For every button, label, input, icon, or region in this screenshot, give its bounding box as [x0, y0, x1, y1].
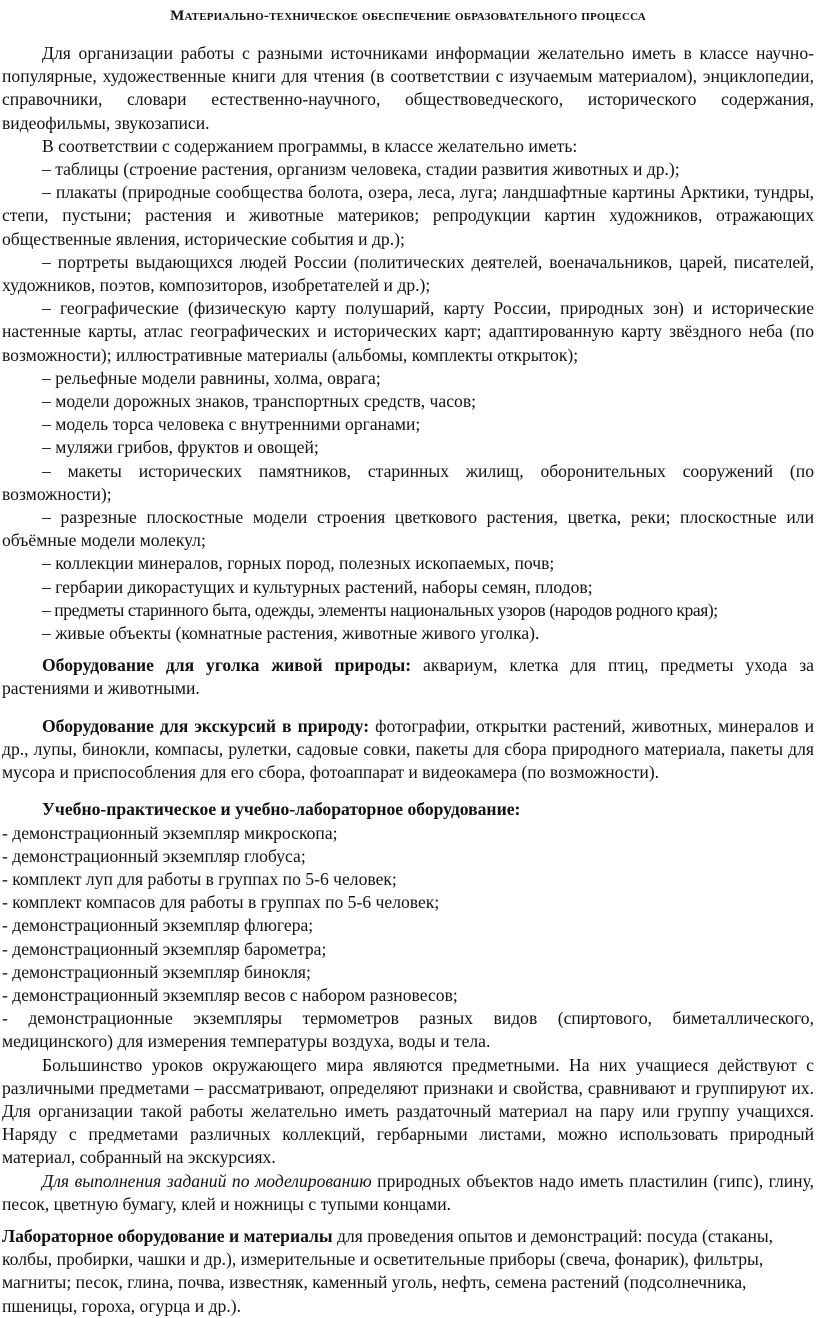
- list-item: – рельефные модели равнины, холма, оврага;: [42, 367, 381, 388]
- program-intro: В соответствии с содержанием программы, в классе желательно иметь:: [42, 135, 578, 156]
- list-item: – живые объекты (комнатные растения, животные живого уголка).: [42, 623, 540, 644]
- list-item: - демонстрационный экземпляр флюгера;: [2, 915, 314, 936]
- list-item: – плакаты (природные сообщества болота, озера, леса, луга; ландшафтные картины Арктики, тундры, степи, пустыни; растения и животные материков; репродукции картин художников, отражающих общественные явления, исторические события и др.);: [2, 182, 814, 249]
- lab-heading: Учебно-практическое и учебно-лабораторное оборудование:: [42, 799, 521, 820]
- list-item: – таблицы (строение растения, организм человека, стадии развития животных и др.);: [42, 159, 680, 180]
- list-item: – географические (физическую карту полушарий, карту России, природных зон) и исторические настенные карты, атлас географических и исторических карт; адаптированную карту звёздного неба (по возможности); иллюстративные материалы (альбомы, комплекты открыток);: [2, 298, 814, 365]
- modeling-text: природных объектов надо иметь пластилин (гипс), глину, песок, цветную бумагу, клей и ножницы с тупыми концами.: [2, 1170, 814, 1214]
- corner-equipment-label: Оборудование для уголка живой природы:: [42, 655, 412, 676]
- excursion-equipment-label: Оборудование для экскурсий в природу:: [42, 715, 370, 736]
- modeling-italic: Для выполнения заданий по моделированию: [42, 1170, 372, 1191]
- list-item: – портреты выдающихся людей России (политических деятелей, военачальников, царей, писателей, художников, поэтов, композиторов, изобретателей и др.);: [2, 251, 814, 296]
- page-title: Материально-техническое обеспечение образовательного процесса: [170, 8, 646, 24]
- list-item: - демонстрационный экземпляр барометра;: [2, 938, 327, 959]
- list-item: – макеты исторических памятников, старинных жилищ, оборонительных сооружений (по возможности);: [2, 460, 814, 504]
- list-item: - демонстрационный экземпляр глобуса;: [2, 845, 306, 866]
- excursion-equipment-text: фотографии, открытки растений, животных, минералов и др., лупы, бинокли, компасы, рулетки, садовые совки, пакеты для сбора природного материала, пакеты для мусора и приспособления для его сбора, фотоаппарат и видеокамера (по возможности).: [2, 715, 814, 783]
- materials-text: для проведения опытов и демонстраций: посуда (стаканы, колбы, пробирки, чашки и др.), измерительные и осветительные приборы (свеча, фонарик), фильтры, магниты; песок, глина, почва, известняк, каменный уголь, нефть, семена растений (подсолнечника, пшеницы, гороха, огурца и др.).: [2, 1225, 774, 1316]
- corner-equipment-paragraph: [2, 654, 814, 700]
- list-item: – гербарии дикорастущих и культурных растений, наборы семян, плодов;: [42, 576, 593, 597]
- list-item: - комплект луп для работы в группах по 5-6 человек;: [2, 868, 397, 889]
- intro-paragraph: Для организации работы с разными источниками информации желательно иметь в классе научно-популярные, художественные книги для чтения (в соответствии с изучаемым материалом), энциклопедии, справочники, словари естественно-научного, обществоведческого, исторического содержания, видеофильмы, звукозаписи.: [2, 43, 814, 133]
- list-item: - демонстрационный экземпляр весов с набором разновесов;: [2, 984, 458, 1005]
- list-item: – предметы старинного быта, одежды, элементы национальных узоров (народов родного края);: [42, 599, 718, 620]
- list-item: – разрезные плоскостные модели строения цветкового растения, цветка, реки; плоскостные или объёмные модели молекул;: [2, 507, 814, 551]
- program-list: [2, 158, 814, 645]
- list-item: – модели дорожных знаков, транспортных средств, часов;: [42, 391, 477, 412]
- list-item: – коллекции минералов, горных пород, полезных ископаемых, почв;: [42, 553, 555, 574]
- corner-equipment-text: аквариум, клетка для птиц, предметы ухода за растениями и животными.: [2, 655, 814, 699]
- list-item: - демонстрационный экземпляр микроскопа;: [2, 822, 338, 843]
- list-item: - демонстрационные экземпляры термометров разных видов (спиртового, биметаллического, медицинского) для измерения температуры воздуха, воды и тела.: [2, 1008, 814, 1052]
- materials-label: Лабораторное оборудование и материалы: [2, 1225, 333, 1246]
- materials-paragraph: [2, 1225, 814, 1318]
- excursion-equipment-paragraph: [2, 715, 814, 785]
- list-item: - комплект компасов для работы в группах по 5-6 человек;: [2, 892, 440, 913]
- list-item: – муляжи грибов, фруктов и овощей;: [42, 437, 319, 458]
- lessons-paragraph: Большинство уроков окружающего мира являются предметными. На них учащиеся действуют с различными предметами – рассматривают, определяют признаки и свойства, сравнивают и группируют их. Для организации такой работы желательно иметь раздаточный материал на пару или группу учащихся. Наряду с предметами различных коллекций, гербарными листами, можно использовать природный материал, собранный на экскурсиях.: [2, 1054, 814, 1168]
- lab-list: [2, 822, 814, 1054]
- list-item: – модель торса человека с внутренними органами;: [42, 414, 421, 435]
- modeling-paragraph: [2, 1170, 814, 1216]
- list-item: - демонстрационный экземпляр бинокля;: [2, 961, 311, 982]
